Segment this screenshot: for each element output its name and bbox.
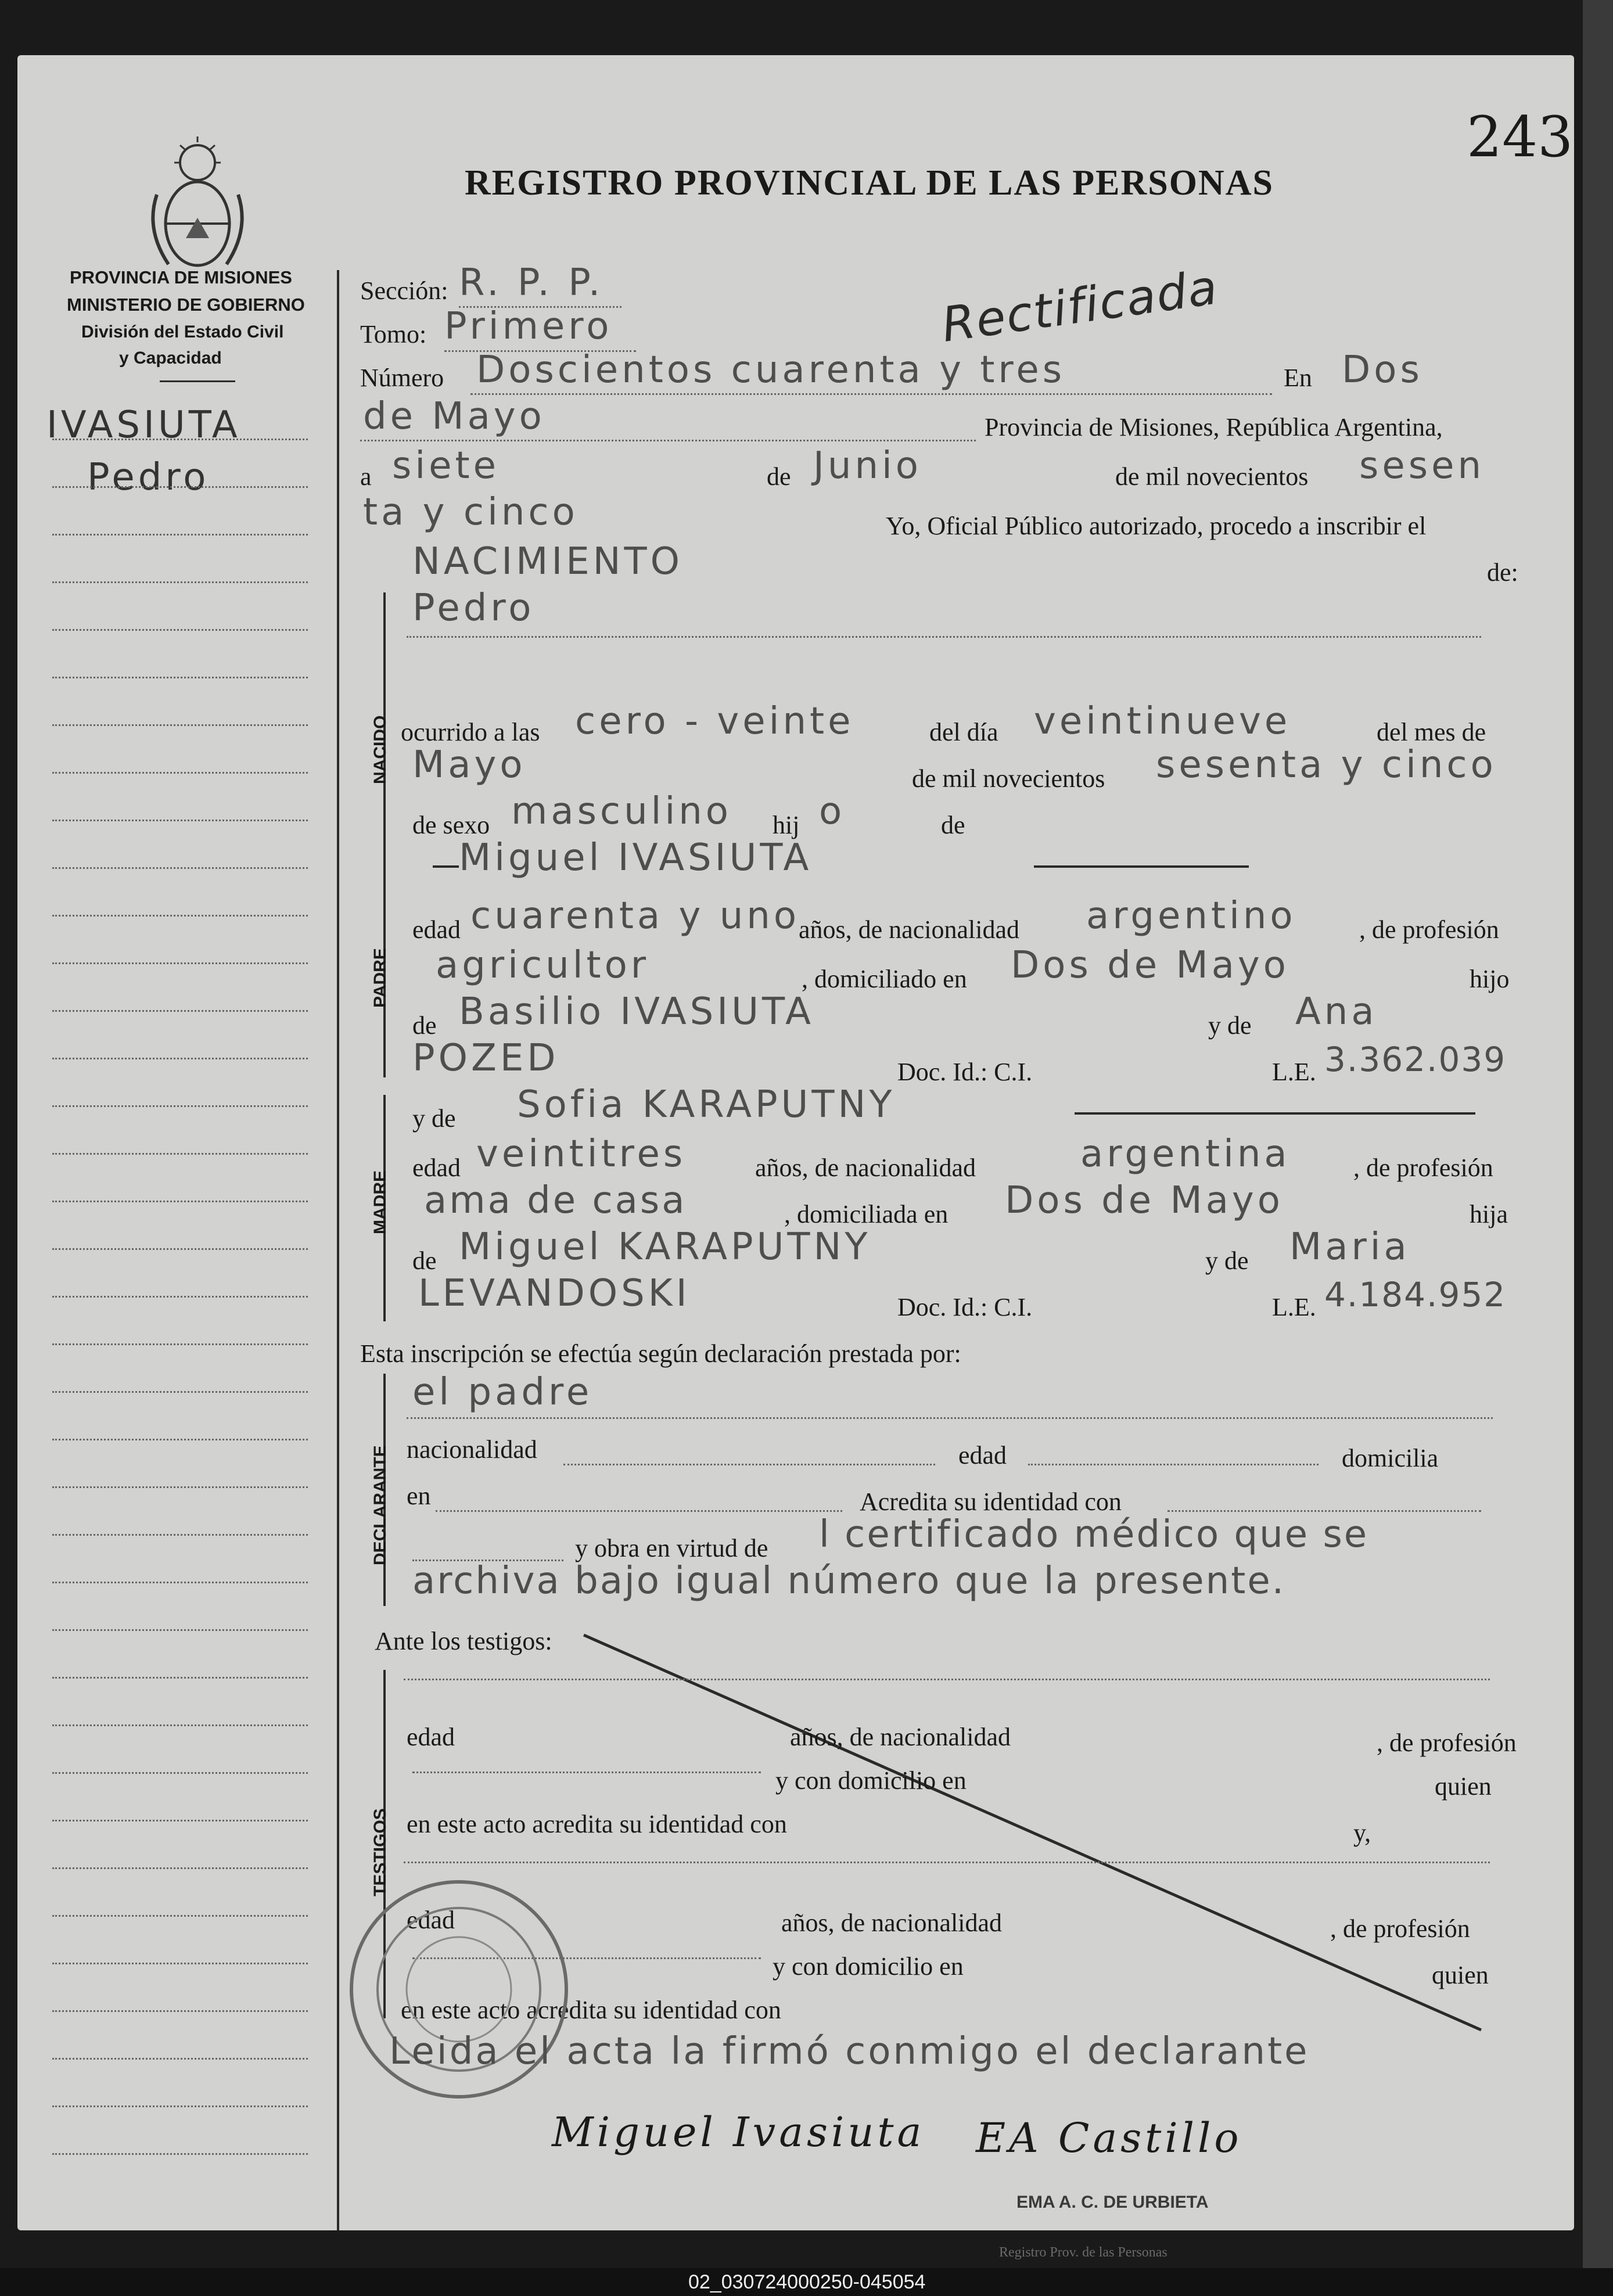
- mes-value: Junio: [813, 444, 922, 487]
- madre-hija-label: hija: [1470, 1200, 1508, 1228]
- footer-bar: [0, 2268, 1613, 2296]
- en-value: Dos: [1342, 348, 1423, 391]
- numero-label: Número: [360, 364, 444, 392]
- nacido-de-label: de: [941, 811, 965, 839]
- padre-de-label: de: [412, 1011, 437, 1040]
- testigo1-anos-label: años, de nacionalidad: [790, 1723, 1011, 1751]
- testigo1-domicilio-label: y con domicilio en: [775, 1766, 967, 1795]
- testigo2-acredita-label: en este acto acredita su identidad con: [401, 1996, 781, 2024]
- madre-domicilio-label: , domiciliada en: [784, 1200, 949, 1228]
- page-number: 243: [1467, 105, 1574, 170]
- madre-profesion-label: , de profesión: [1353, 1154, 1493, 1182]
- madre-de-label: de: [412, 1246, 437, 1275]
- tomo-label: Tomo:: [360, 320, 427, 348]
- madre-edad-label: edad: [412, 1154, 461, 1182]
- testigo1-profesion-label: , de profesión: [1377, 1729, 1517, 1757]
- madre-le-value: 4.184.952: [1324, 1275, 1507, 1314]
- madre-domicilio-value: Dos de Mayo: [1005, 1179, 1284, 1222]
- padre-profesion-label: , de profesión: [1359, 915, 1499, 944]
- provincia-text: Provincia de Misiones, República Argentina,: [985, 413, 1443, 441]
- org-line-3: División del Estado Civil: [81, 322, 284, 342]
- declarante-intro: Esta inscripción se efectúa según declaración prestada por:: [360, 1339, 961, 1368]
- hij-value: o: [819, 790, 846, 833]
- margin-name: Pedro: [87, 456, 210, 499]
- declarante-obra-value: l certificado médico que se: [819, 1513, 1369, 1556]
- padre-madre-de-padre-2: POZED: [412, 1037, 559, 1080]
- margin-surname: IVASIUTA: [46, 404, 241, 447]
- madre-profesion-value: ama de casa: [424, 1179, 687, 1222]
- de-colon: de:: [1487, 558, 1518, 587]
- madre-label: MADRE: [371, 1170, 390, 1234]
- madre-anos-label: años, de nacionalidad: [755, 1154, 976, 1182]
- dia-nac-value: veintinueve: [1034, 700, 1291, 743]
- testigo1-edad-label: edad: [407, 1723, 455, 1751]
- anio-value: sesen: [1359, 444, 1485, 487]
- official-name: EMA A. C. DE URBIETA: [1016, 2193, 1209, 2212]
- numero-value: Doscientos cuarenta y tres: [476, 348, 1066, 391]
- testigo1-quien-label: quien: [1435, 1772, 1492, 1801]
- testigo1-line-1: [412, 1772, 761, 1773]
- hij-label: hij: [773, 811, 800, 839]
- testigo2-edad-label: edad: [407, 1906, 455, 1934]
- ocurrido-label: ocurrido a las: [401, 718, 540, 746]
- madre-madre-de-madre: Maria: [1289, 1226, 1410, 1269]
- madre-le-label: L.E.: [1272, 1293, 1316, 1321]
- en-value-2: de Mayo: [363, 395, 545, 438]
- testigo2-quien-label: quien: [1432, 1961, 1489, 1989]
- del-mes-label: del mes de: [1377, 718, 1486, 746]
- declarante-en-label: en: [407, 1482, 431, 1510]
- declarante-obra-value-2: archiva bajo igual número que la presente.: [412, 1560, 1286, 1602]
- declarante-edad-label: edad: [958, 1441, 1007, 1469]
- declarante-domicilia-label: domicilia: [1342, 1444, 1439, 1472]
- padre-doc-label: Doc. Id.: C.I.: [897, 1058, 1033, 1086]
- padre-domicilio-label: , domiciliado en: [802, 965, 967, 993]
- anio-value-2: ta y cinco: [363, 491, 579, 534]
- declarante-acredita-label: Acredita su identidad con: [860, 1487, 1122, 1516]
- madre-doc-label: Doc. Id.: C.I.: [897, 1293, 1033, 1321]
- org-line-2: MINISTERIO DE GOBIERNO: [67, 294, 305, 315]
- padre-le-value: 3.362.039: [1324, 1040, 1507, 1079]
- mes-nac-value: Mayo: [412, 743, 526, 786]
- signature-official: EA Castillo: [976, 2114, 1242, 2162]
- official-title: Registro Prov. de las Personas: [999, 2245, 1167, 2260]
- page-title: REGISTRO PROVINCIAL DE LAS PERSONAS: [465, 163, 1274, 203]
- cancel-diagonal-line: [17, 55, 1574, 2230]
- registry-page: [17, 55, 1574, 2260]
- padre-hijo-label: hijo: [1470, 965, 1510, 993]
- padre-de-padre: Basilio IVASIUTA: [459, 990, 814, 1033]
- testigos-ante-label: Ante los testigos:: [375, 1627, 552, 1655]
- padre-profesion-value: agricultor: [436, 944, 650, 987]
- padre-domicilio-value: Dos de Mayo: [1011, 944, 1289, 987]
- testigo2-profesion-label: , de profesión: [1330, 1914, 1470, 1943]
- declarante-obra-label: y obra en virtud de: [575, 1534, 768, 1562]
- org-line-1: PROVINCIA DE MISIONES: [70, 267, 292, 288]
- padre-anos-label: años, de nacionalidad: [799, 915, 1019, 944]
- testigo1-acredita-label: en este acto acredita su identidad con: [407, 1810, 787, 1838]
- madre-edad-value: veintitres: [476, 1133, 687, 1176]
- hora-value: cero - veinte: [575, 700, 854, 743]
- dia-value: siete: [392, 444, 500, 487]
- en-label: En: [1284, 364, 1312, 392]
- tomo-value: Primero: [444, 305, 613, 348]
- testigo1-y-label: y,: [1353, 1819, 1371, 1847]
- del-dia-label: del día: [929, 718, 998, 746]
- padre-madre-de-padre: Ana: [1295, 990, 1378, 1033]
- mil-text: de mil novecientos: [1115, 462, 1309, 491]
- declarante-label: DECLARANTE: [371, 1445, 390, 1565]
- oficial-text: Yo, Oficial Público autorizado, procedo a inscribir el: [886, 512, 1427, 540]
- madre-padre-de-madre: Miguel KARAPUTNY: [459, 1226, 871, 1269]
- seccion-label: Sección:: [360, 276, 448, 305]
- rectificada-stamp: Rectificada: [938, 260, 1222, 353]
- declarante-nacionalidad-label: nacionalidad: [407, 1435, 537, 1464]
- sexo-value: masculino: [511, 790, 732, 833]
- testigo-separator: [404, 1862, 1490, 1863]
- madre-y-de-label: y de: [412, 1104, 456, 1133]
- nacido-nombre: Pedro: [412, 587, 535, 630]
- testigo2-anos-label: años, de nacionalidad: [781, 1909, 1002, 1937]
- padre-edad-label: edad: [412, 915, 461, 944]
- acto-value: NACIMIENTO: [412, 540, 683, 583]
- sexo-label: de sexo: [412, 811, 490, 839]
- testigos-label: TESTIGOS: [371, 1808, 390, 1896]
- de-label: de: [767, 462, 791, 491]
- padre-le-label: L.E.: [1272, 1058, 1316, 1086]
- padre-edad-value: cuarenta y uno: [470, 894, 800, 937]
- footer-code: 02_030724000250-045054: [688, 2271, 926, 2293]
- madre-y-de-label-2: y de: [1205, 1246, 1249, 1275]
- closing-text: Leida el acta la firmó conmigo el declarante: [389, 2030, 1310, 2073]
- anio-nac-value: sesenta y cinco: [1156, 743, 1497, 786]
- book-spine: [1583, 0, 1613, 2296]
- declarante-value: el padre: [412, 1371, 593, 1414]
- seccion-value: R. P. P.: [459, 261, 604, 304]
- a-label: a: [360, 462, 372, 491]
- testigos-line-top: [404, 1679, 1490, 1680]
- padre-nombre: Miguel IVASIUTA: [459, 836, 813, 879]
- signature-declarante: Miguel Ivasiuta: [552, 2108, 925, 2156]
- padre-y-de-label: y de: [1208, 1011, 1252, 1040]
- madre-nacionalidad-value: argentina: [1080, 1133, 1291, 1176]
- madre-madre-de-madre-2: LEVANDOSKI: [418, 1272, 691, 1315]
- padre-nacionalidad-value: argentino: [1086, 894, 1296, 937]
- padre-label: PADRE: [371, 948, 390, 1008]
- testigo2-domicilio-label: y con domicilio en: [773, 1952, 964, 1981]
- org-line-4: y Capacidad: [119, 348, 222, 368]
- madre-nombre: Sofia KARAPUTNY: [517, 1083, 896, 1126]
- mil-label: de mil novecientos: [912, 764, 1105, 793]
- nacido-label: NACIDO: [371, 715, 390, 784]
